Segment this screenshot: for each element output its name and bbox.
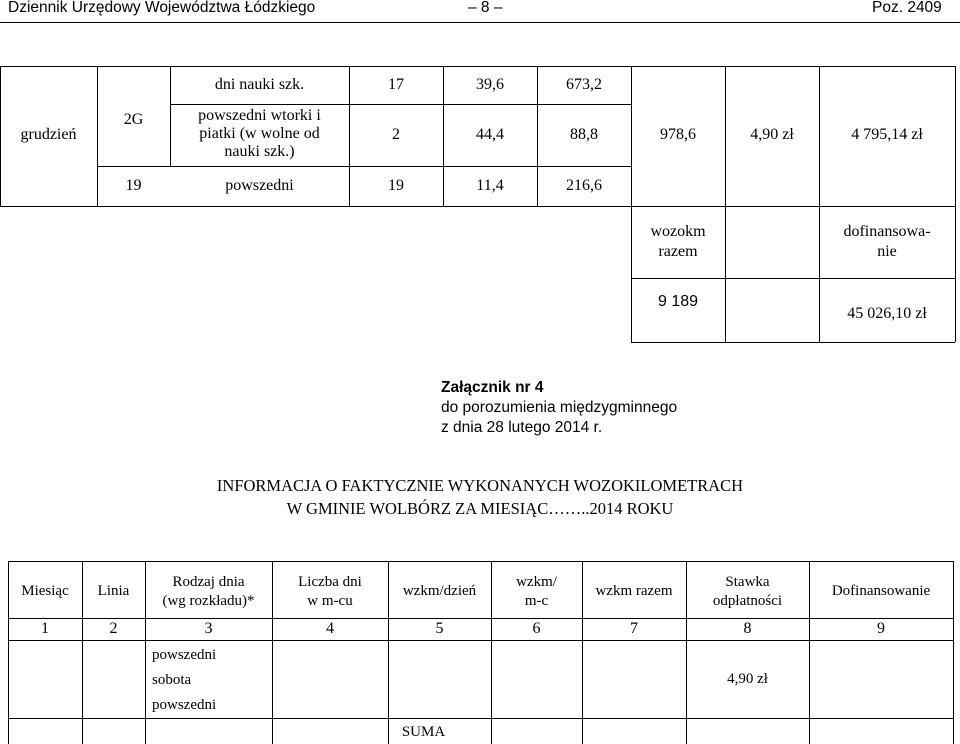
day-type-entry: powszedni	[152, 697, 217, 713]
km-month-cell: 216,6	[566, 177, 602, 194]
header-days-count: Liczba dni w m-cu	[298, 574, 362, 609]
header-month: Miesiąc	[21, 583, 69, 599]
column-number: 2	[109, 620, 118, 637]
annex-title: Załącznik nr 4	[441, 379, 544, 396]
header-rate: Stawka odpłatności	[712, 574, 783, 609]
summary-subsidy-label: dofinansowa- nie	[843, 223, 931, 260]
header-km-total: wzkm razem	[595, 583, 673, 599]
km-per-day-cell: 39,6	[476, 76, 504, 93]
days-cell: 19	[388, 177, 404, 194]
annex-line: do porozumienia międzygminnego	[441, 399, 678, 416]
report-title-line: INFORMACJA O FAKTYCZNIE WYKONANYCH WOZOKILOMETRACH	[216, 476, 744, 495]
line-cell: 2G	[123, 111, 144, 128]
day-type-cell: dni nauki szk.	[214, 76, 305, 93]
report-title-line: W GMINIE WOLBÓRZ ZA MIESIĄC……..2014 ROKU	[286, 499, 674, 518]
journal-title: Dziennik Urzędowy Województwa Łódzkiego	[8, 0, 316, 16]
header-km-per-month: wzkm/ m-c	[516, 574, 557, 609]
page-number: – 8 –	[468, 0, 503, 16]
days-cell: 17	[388, 76, 404, 93]
column-number: 6	[532, 620, 541, 637]
column-number: 4	[326, 620, 334, 637]
rate-cell: 4,90 zł	[750, 126, 794, 143]
day-type-entry: sobota	[152, 672, 192, 688]
day-type-cell: powszedni wtorki i piatki (w wolne od nauki szk.)	[198, 107, 321, 160]
day-type-cell: powszedni	[225, 177, 294, 194]
days-cell: 2	[392, 126, 400, 143]
km-per-day-cell: 44,4	[476, 126, 504, 143]
annex-block	[441, 378, 677, 438]
header-rule	[0, 22, 960, 23]
column-number: 1	[41, 620, 49, 637]
summary-km-value: 9 189	[657, 293, 699, 310]
km-per-day-cell: 11,4	[476, 177, 504, 194]
line-cell: 19	[125, 177, 142, 194]
total-km-cell: 978,6	[660, 126, 696, 143]
km-month-cell: 88,8	[570, 126, 598, 143]
column-number: 9	[877, 620, 885, 637]
month-cell: grudzień	[20, 126, 77, 143]
header-km-per-day: wzkm/dzień	[402, 583, 477, 599]
annex-line: z dnia 28 lutego 2014 r.	[441, 419, 603, 436]
rate-value: 4,90 zł	[727, 671, 768, 687]
summary-km-label: wozokm razem	[650, 223, 706, 260]
subsidy-cell: 4 795,14 zł	[851, 126, 923, 143]
header-subsidy: Dofinansowanie	[831, 583, 931, 599]
column-number: 7	[630, 620, 638, 637]
column-number: 3	[204, 620, 213, 637]
header-line: Linia	[97, 583, 130, 599]
header-day-type: Rodzaj dnia (wg rozkładu)*	[162, 574, 255, 609]
km-month-cell: 673,2	[566, 76, 602, 93]
sum-label: SUMA	[401, 724, 446, 740]
position-number: Poz. 2409	[872, 0, 942, 16]
summary-subsidy-value: 45 026,10 zł	[847, 305, 927, 322]
column-number: 5	[435, 620, 444, 637]
day-type-entry: powszedni	[152, 647, 217, 663]
column-number: 8	[743, 620, 752, 637]
